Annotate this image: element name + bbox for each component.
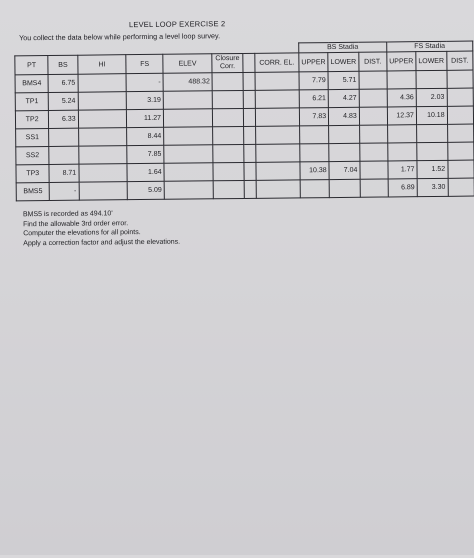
col-corr-el: CORR. EL. [255,53,299,72]
cell-fs-upper: 4.36 [387,89,416,107]
col-bs-upper: UPPER [299,53,328,72]
cell-fs: 1.64 [127,163,164,181]
cell-fs-lower: 2.03 [416,88,447,106]
cell-bs-dist [359,107,387,125]
cell-fs-lower [417,124,448,142]
cell-bs-upper: 6.21 [299,90,328,108]
cell-spacer [244,144,256,162]
cell-corr-el [255,90,299,108]
cell-pt: BMS5 [16,182,50,200]
cell-fs: 8.44 [127,127,164,145]
cell-closure [213,180,244,198]
cell-closure [213,162,244,180]
cell-pt: TP3 [16,164,50,182]
cell-pt: TP1 [15,93,49,111]
fs-stadia-header: FS Stadia [387,41,473,52]
cell-fs-lower: 3.30 [417,178,448,196]
cell-fs-upper [388,143,417,161]
cell-fs-lower: 10.18 [416,106,447,124]
cell-bs-lower: 5.71 [328,71,359,89]
note-line: Find the allowable 3rd order error. [23,219,129,228]
col-fs-dist: DIST. [446,51,473,70]
cell-fs: 11.27 [127,109,164,127]
cell-elev [163,109,212,128]
cell-bs: 8.71 [49,164,78,182]
note-line: BMS5 is recorded as 494.10' [22,210,113,219]
cell-pt: TP2 [15,111,49,129]
cell-bs: - [50,182,79,200]
cell-fs-dist [447,70,474,88]
cell-bs: 6.33 [49,110,78,128]
cell-pt: BMS4 [15,75,49,93]
cell-corr-el [256,162,300,180]
cell-fs-dist [447,88,474,106]
col-hi: HI [77,55,126,75]
cell-fs-dist [447,106,474,124]
col-bs-lower: LOWER [328,52,359,71]
cell-bs-upper: 7.79 [299,72,328,90]
cell-bs-lower [329,179,360,197]
col-bs: BS [48,55,77,74]
cell-fs-upper [387,71,416,89]
cell-spacer [244,162,256,180]
cell-bs-dist [359,89,387,107]
cell-bs-upper [300,144,329,162]
cell-bs-lower: 4.83 [329,107,360,125]
cell-fs-dist [447,142,474,160]
cell-hi [78,74,127,93]
cell-fs-dist [447,124,474,142]
cell-bs-upper: 7.83 [299,108,328,126]
cell-closure [212,72,243,90]
col-fs: FS [126,54,163,73]
cell-pt: SS2 [16,146,50,164]
cell-bs-lower [329,143,360,161]
col-bs-dist: DIST. [359,52,387,71]
cell-bs-upper [300,180,329,198]
instructions [23,209,180,249]
cell-bs [49,146,78,164]
col-fs-upper: UPPER [387,52,416,71]
cell-fs: - [126,73,163,91]
cell-spacer [244,180,256,198]
cell-hi [78,92,127,111]
cell-hi [79,182,128,201]
cell-closure [213,108,244,126]
cell-fs: 5.09 [128,181,165,199]
cell-spacer [243,90,255,108]
closure-label: Closure [215,55,240,63]
cell-elev [164,163,213,182]
cell-corr-el [255,108,299,126]
bs-stadia-header: BS Stadia [299,42,387,53]
note-line: Computer the elevations for all points. [23,229,141,238]
cell-bs-dist [359,125,387,143]
col-closure-corr [212,53,243,72]
note-line: Apply a correction factor and adjust the elevations. [23,238,181,247]
cell-spacer [244,126,256,144]
cell-fs-dist [448,160,474,178]
cell-bs-upper: 10.38 [300,162,329,180]
cell-bs-upper [300,126,329,144]
cell-elev [164,127,213,146]
cell-fs-dist [448,178,474,196]
col-fs-lower: LOWER [416,51,447,70]
level-loop-table [14,41,474,202]
cell-elev [164,181,213,200]
cell-closure [213,144,244,162]
cell-fs-upper: 12.37 [387,107,416,125]
cell-bs-lower [329,125,360,143]
intro-text: You collect the data below while performing a level loop survey. [19,31,221,43]
cell-hi [79,164,128,183]
cell-bs-dist [360,143,388,161]
cell-fs-upper [387,125,416,143]
cell-bs: 5.24 [49,92,78,110]
cell-corr-el [255,72,299,90]
cell-fs: 7.85 [127,145,164,163]
table-row [16,178,474,201]
cell-fs-lower: 1.52 [417,160,448,178]
cell-closure [213,126,244,144]
cell-fs-upper: 6.89 [388,179,417,197]
cell-fs: 3.19 [127,91,164,109]
col-spacer [243,53,255,72]
cell-bs-dist [360,161,388,179]
cell-bs-lower: 4.27 [328,89,359,107]
cell-bs-dist [359,71,387,89]
cell-bs-dist [360,179,388,197]
cell-hi [78,110,127,129]
cell-corr-el [256,144,300,162]
corr-label: Corr. [219,63,236,71]
cell-corr-el [256,180,300,198]
cell-hi [78,146,127,165]
cell-corr-el [255,126,299,144]
cell-bs-lower: 7.04 [329,161,360,179]
cell-pt: SS1 [16,129,50,147]
cell-fs-upper: 1.77 [388,161,417,179]
col-pt: PT [15,56,49,75]
page-title: LEVEL LOOP EXERCISE 2 [128,19,226,30]
cell-closure [212,90,243,108]
cell-elev [163,91,212,110]
cell-elev [164,145,213,164]
cell-spacer [243,72,255,90]
cell-spacer [243,108,255,126]
cell-bs [49,128,78,146]
col-elev: ELEV [163,54,212,74]
cell-elev: 488.32 [163,73,212,92]
cell-bs: 6.75 [48,74,77,92]
cell-fs-lower [417,142,448,160]
cell-hi [78,128,127,147]
cell-fs-lower [416,70,447,88]
